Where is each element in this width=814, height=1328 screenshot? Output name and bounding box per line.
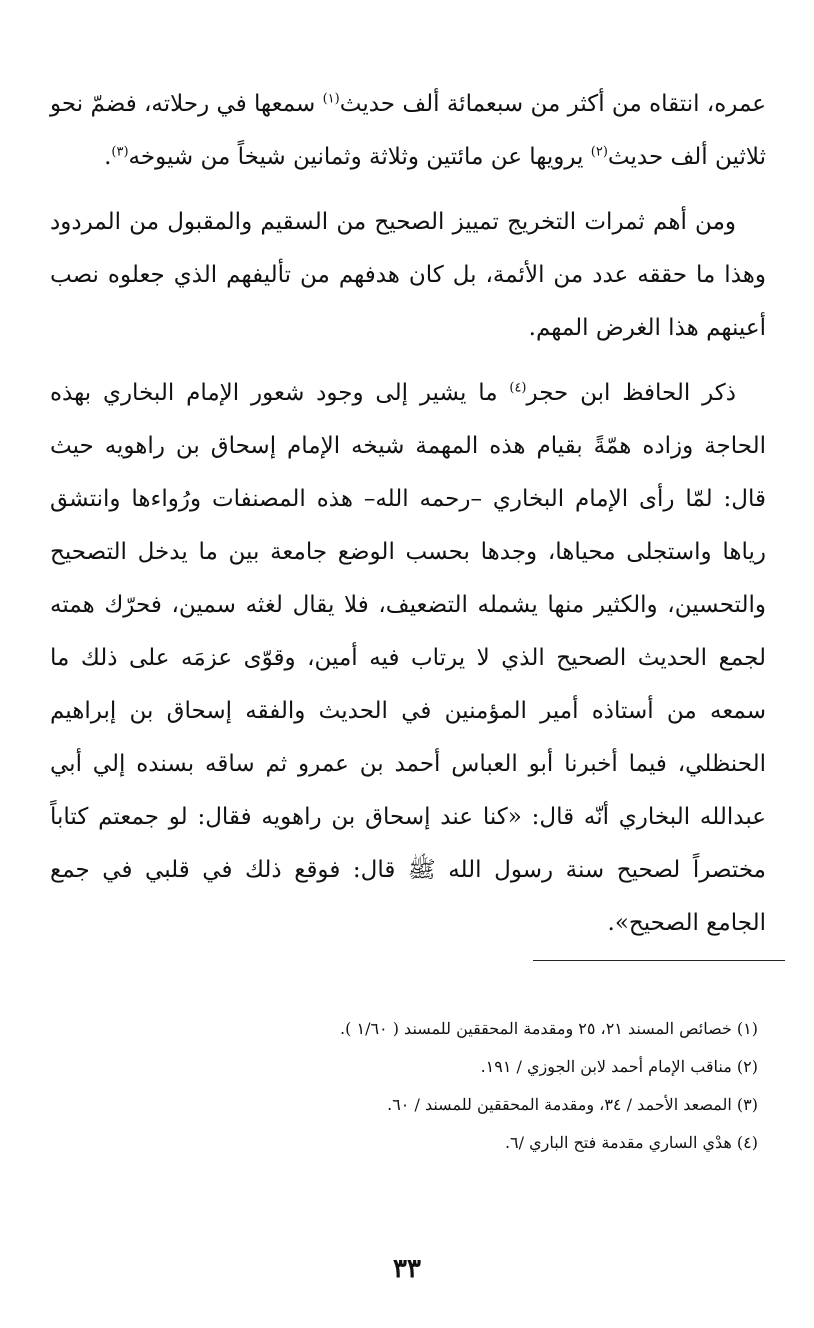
page-number: ٣٣ xyxy=(393,1254,421,1284)
footnotes xyxy=(50,1010,758,1162)
footnote-ref-4: (٤) xyxy=(509,380,527,396)
footnote-4: (٤) هدْي الساري مقدمة فتح الباري /٦. xyxy=(504,1133,758,1152)
footnote-ref-1: (١) xyxy=(322,91,340,107)
footnote-2: (٢) مناقب الإمام أحمد لابن الجوزي / ١٩١. xyxy=(480,1057,758,1076)
paragraph-2: ومن أهم ثمرات التخريج تمييز الصحيح من السقيم والمقبول من المردود وهذا ما حققه عدد من الأئمة، بل كان هدفهم من تأليفهم الذي جعلوه نصب أعينهم هذا الغرض المهم. xyxy=(50,209,766,341)
footnote-1: (١) خصائص المسند ٢١، ٢٥ ومقدمة المحققين للمسند ( ١/٦٠ ). xyxy=(340,1019,758,1038)
paragraph-1-text-c: يرويها عن مائتين وثلاثة وثمانين شيخاً من شيوخه xyxy=(128,144,591,170)
paragraph-1-text-b: سمعها في رحلاته، فضمّ نحو ثلاثين ألف حديث xyxy=(50,91,766,170)
footnote-ref-2: (٢) xyxy=(590,144,608,160)
paragraph-1-text-d: . xyxy=(104,144,112,170)
paragraph-3-text-a: ذكر الحافظ ابن حجر xyxy=(526,380,736,406)
footnote-ref-3: (٣) xyxy=(111,144,129,160)
paragraph-1 xyxy=(50,78,766,184)
footnote-3: (٣) المصعد الأحمد / ٣٤، ومقدمة المحققين للمسند / ٦٠. xyxy=(387,1095,758,1114)
footnote-separator xyxy=(533,960,785,961)
paragraph-1-text-a: عمره، انتقاه من أكثر من سبعمائة ألف حديث xyxy=(339,91,766,117)
paragraph-3 xyxy=(50,367,766,950)
paragraph-3-text-b: ما يشير إلى وجود شعور الإمام البخاري بهذه الحاجة وزاده همّةً بقيام هذه المهمة شيخه الإمام إسحاق بن راهويه حيث قال: لمّا رأى الإمام البخاري –رحمه الله– هذه المصنفات ورُواءها وانتشق رياها واستجلى محياها، وجدها بحسب الوضع جامعة بين ما يدخل التصحيح والتحسين، والكثير منها يشمله التضعيف، فلا يقال لغثه سمين، فحرّك همته لجمع الحديث الصحيح الذي لا يرتاب فيه أمين، وقوّى عزمَه على ذلك ما سمعه من أستاذه أمير المؤمنين في الحديث والفقه إسحاق بن إبراهيم الحنظلي، فيما أخبرنا أبو العباس أحمد بن عمرو ثم ساقه بسنده إلي أبي عبدالله البخاري أنّه قال: «كنا عند إسحاق بن راهويه فقال: لو جمعتم كتاباً مختصراً لصحيح سنة رسول الله ﷺ قال: فوقع ذلك في قلبي في جمع الجامع الصحيح». xyxy=(50,380,766,936)
main-text xyxy=(50,78,766,950)
